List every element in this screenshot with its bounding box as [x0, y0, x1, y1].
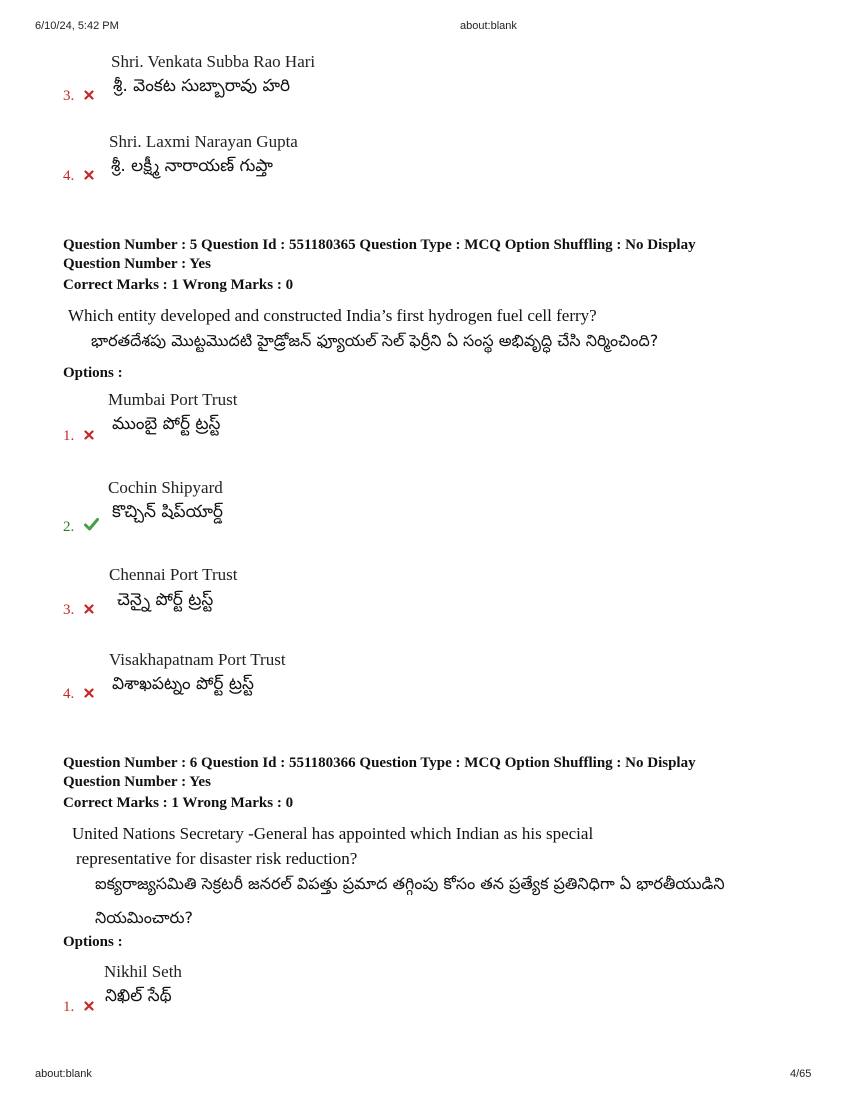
option-number: 1.: [63, 999, 75, 1015]
option-text-te: విశాఖపట్నం పోర్ట్ ట్రస్ట్: [112, 674, 254, 694]
print-datetime: 6/10/24, 5:42 PM: [35, 20, 119, 32]
option-number-row: [63, 998, 94, 1016]
option-text-te: చెన్నై పోర్ట్ ట్రస్ట్: [117, 590, 214, 610]
check-icon: [84, 518, 99, 536]
option-text-en: Shri. Venkata Subba Rao Hari: [111, 52, 316, 71]
cross-icon: [84, 167, 94, 185]
question-meta: Question Number : 5 Question Id : 551180365 Question Type : MCQ Option Shuffling : No Display: [63, 237, 696, 253]
cross-icon: [84, 685, 94, 703]
cross-icon: [84, 998, 94, 1016]
option-text-en: Nikhil Seth: [104, 962, 182, 981]
options-label: Options :: [63, 934, 123, 950]
option-number-row: [63, 685, 94, 703]
option-text-te: కొచ్చిన్ షిప్‌యార్డ్: [112, 502, 223, 522]
question-marks: Correct Marks : 1 Wrong Marks : 0: [63, 277, 294, 293]
option-text-te: ముంబై పోర్ట్ ట్రస్ట్: [112, 414, 221, 434]
question-text-en: representative for disaster risk reduction?: [76, 849, 358, 868]
option-text-en: Mumbai Port Trust: [108, 390, 238, 409]
options-label: Options :: [63, 365, 123, 381]
option-text-en: Cochin Shipyard: [108, 478, 223, 497]
option-text-te: నిఖిల్ సేథ్: [105, 986, 172, 1006]
option-number-row: [63, 167, 94, 185]
option-number-row: [63, 518, 99, 536]
option-text-te: శ్రీ. లక్ష్మీ నారాయణ్ గుప్తా: [111, 156, 273, 176]
option-text-te: శ్రీ. వెంకట సుబ్బారావు హరి: [113, 76, 291, 96]
print-page-counter: 4/65: [790, 1068, 812, 1080]
cross-icon: [84, 427, 94, 445]
option-number-row: [63, 601, 94, 619]
option-number: 3.: [63, 602, 75, 618]
option-text-en: Visakhapatnam Port Trust: [109, 650, 286, 669]
question-text-te: నియమించారు?: [95, 908, 194, 927]
print-footer-url: about:blank: [35, 1068, 92, 1080]
question-meta: Question Number : 6 Question Id : 551180366 Question Type : MCQ Option Shuffling : No Display: [63, 755, 696, 771]
option-number: 3.: [63, 88, 75, 104]
option-number: 1.: [63, 428, 75, 444]
question-text-te: ఐక్యరాజ్యసమితి సెక్రటరీ జనరల్ విపత్తు ప్రమాద తగ్గింపు కోసం తన ప్రత్యేక ప్రతినిధిగా ఏ భారతీయుడిని: [95, 874, 725, 893]
option-text-en: Chennai Port Trust: [109, 565, 238, 584]
print-page-title: about:blank: [460, 20, 517, 32]
option-number: 4.: [63, 686, 75, 702]
question-text-te: భారతదేశపు మొట్టమొదటి హైడ్రోజన్ ఫ్యూయల్ సెల్ ఫెర్రీని ఏ సంస్థ అభివృద్ధి చేసి నిర్మించింది?: [91, 331, 659, 350]
option-number: 2.: [63, 519, 75, 535]
question-meta: Question Number : Yes: [63, 256, 211, 272]
option-text-en: Shri. Laxmi Narayan Gupta: [109, 132, 298, 151]
option-number-row: [63, 427, 94, 445]
question-meta: Question Number : Yes: [63, 774, 211, 790]
question-marks: Correct Marks : 1 Wrong Marks : 0: [63, 795, 294, 811]
question-text-en: Which entity developed and constructed India’s first hydrogen fuel cell ferry?: [68, 306, 597, 325]
option-number: 4.: [63, 168, 75, 184]
question-text-en: United Nations Secretary -General has appointed which Indian as his special: [72, 824, 594, 843]
option-number-row: [63, 87, 94, 105]
cross-icon: [84, 601, 94, 619]
cross-icon: [84, 87, 94, 105]
